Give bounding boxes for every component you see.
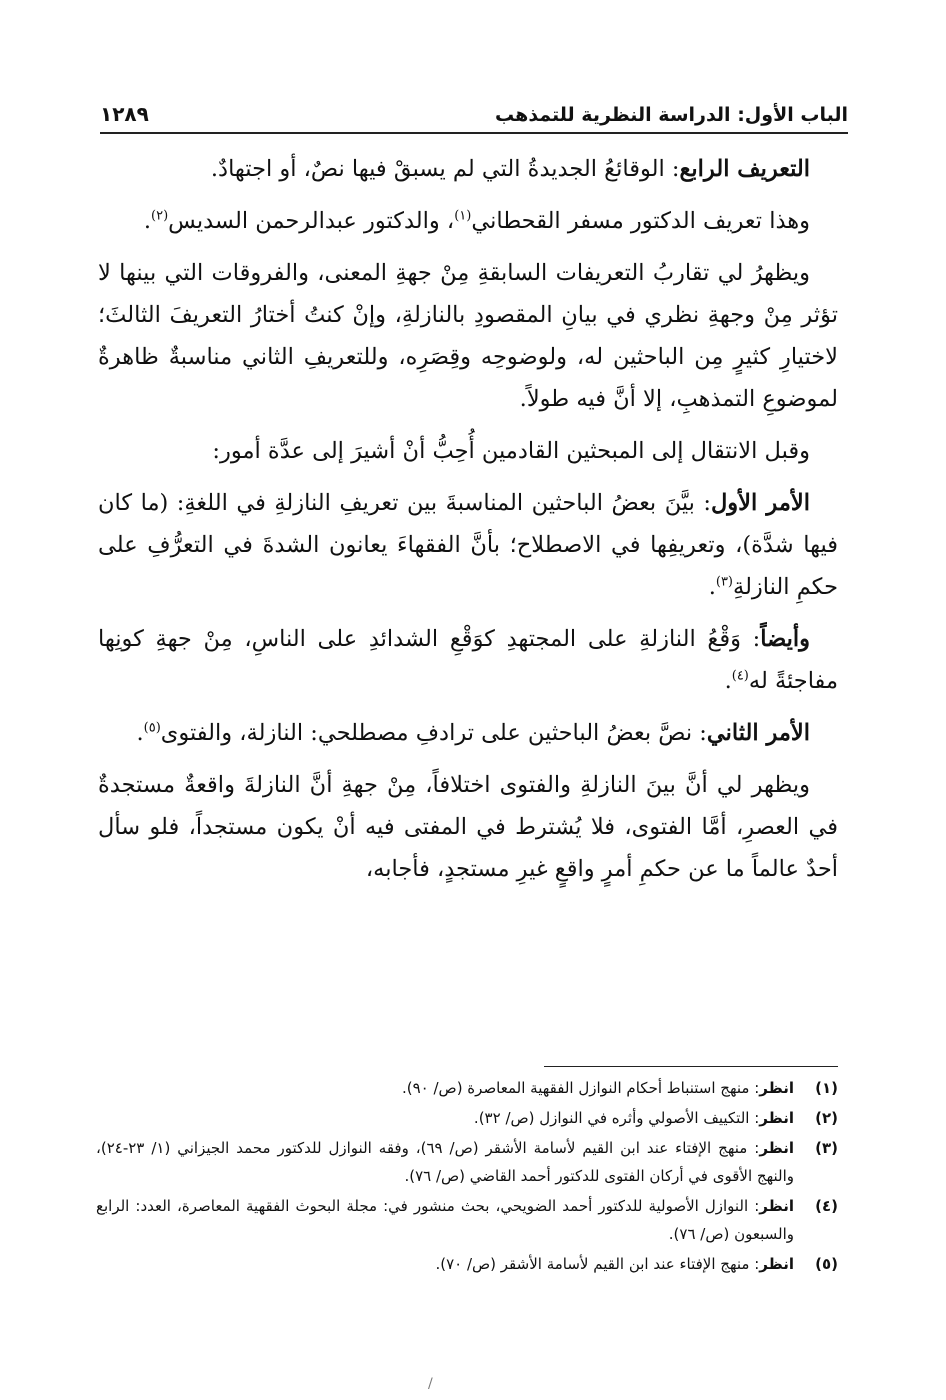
paragraph-first-matter bbox=[98, 482, 838, 608]
footnote-5 bbox=[96, 1250, 838, 1278]
footnote-number: (٢) bbox=[815, 1109, 838, 1127]
footnote-ref-2[interactable]: (٢) bbox=[151, 208, 169, 224]
scan-mark: / bbox=[428, 1376, 433, 1392]
paragraph-difference: ويظهر لي أنَّ بينَ النازلةِ والفتوى اختلافاً، مِنْ جهةِ أنَّ النازلةَ واقعةٌ مستجدةٌ في العصرِ، أمَّا الفتوى، فلا يُشترط في المفتى فيه أنْ يكون مستجداً، فلو سأل أحدٌ عالماً ما عن حكمِ أمرٍ واقعٍ غيرِ مستجدٍ، فأجابه، bbox=[98, 772, 838, 882]
paragraph-attribution bbox=[98, 200, 838, 242]
paragraph-second-matter bbox=[98, 712, 838, 754]
footnotes bbox=[96, 1074, 838, 1280]
footnote-ref-3[interactable]: (٣) bbox=[715, 574, 733, 590]
footnote-ref-1[interactable]: (١) bbox=[454, 208, 472, 224]
footnote-label: انظر bbox=[759, 1109, 794, 1127]
footnote-label: انظر bbox=[759, 1139, 795, 1157]
footnote-number: (٥) bbox=[815, 1255, 838, 1273]
footnote-text bbox=[96, 1104, 794, 1132]
first-matter-end: . bbox=[708, 574, 716, 600]
footnote-1 bbox=[96, 1074, 838, 1102]
also-label: وأيضاً bbox=[760, 626, 810, 652]
footnote-body: : منهج الإفتاء عند ابن القيم لأسامة الأشقر (ص/ ٧٠). bbox=[435, 1255, 760, 1273]
footnote-ref-4[interactable]: (٤) bbox=[731, 668, 749, 684]
second-matter-text: : نصَّ بعضُ الباحثين على ترادفِ مصطلحي: النازلة، والفتوى bbox=[160, 720, 707, 746]
main-text bbox=[98, 148, 838, 900]
paragraph-comparison: ويظهرُ لي تقاربُ التعريفات السابقةِ مِنْ جهةِ المعنى، والفروقات التي بينها لا تؤثر مِنْ وجهةِ نظري في بيانِ المقصودِ بالنازلةِ، وإنْ كنتُ أختارُ التعريفَ الثالثَ؛ لاختيارِ كثيرٍ مِن الباحثين له، ولوضوحِه وقِصَرِه، وللتعريفِ الثاني مناسبةٌ ظاهرةٌ لموضوعِ التمذهبِ، إلا أنَّ فيه طولاً. bbox=[98, 260, 838, 412]
footnote-2 bbox=[96, 1104, 838, 1132]
page-number: ١٢٨٩ bbox=[100, 102, 149, 126]
chapter-title: الباب الأول: الدراسة النظرية للتمذهب bbox=[495, 104, 848, 126]
definition-text: : الوقائعُ الجديدةُ التي لم يسبقْ فيها نصٌ، أو اجتهادٌ. bbox=[210, 156, 680, 182]
first-matter-label: الأمر الأول bbox=[710, 490, 810, 516]
footnote-4 bbox=[96, 1192, 838, 1248]
footnote-body: : منهج الإفتاء عند ابن القيم لأسامة الأشقر (ص/ ٦٩)، وفقه النوازل للدكتور محمد الجيزاني (١/ ٢٣-٢٤)، والنهج الأقوى في أركان الفتوى للدكتور أحمد القاضي (ص/ ٧٦). bbox=[96, 1139, 794, 1185]
paragraph-definition-4 bbox=[98, 148, 838, 190]
paragraph-transition: وقبل الانتقال إلى المبحثين القادمين أُحِبُّ أنْ أشيرَ إلى عدَّة أمور: bbox=[212, 438, 810, 464]
definition-label: التعريف الرابع bbox=[679, 156, 810, 182]
attribution-end: . bbox=[143, 208, 152, 234]
paragraph-also bbox=[98, 618, 838, 702]
running-header bbox=[100, 96, 848, 134]
also-end: . bbox=[724, 668, 732, 694]
second-matter-end: . bbox=[136, 720, 144, 746]
footnote-body: : النوازل الأصولية للدكتور أحمد الضويحي، بحث منشور في: مجلة البحوث الفقهية المعاصرة، العدد: الرابع والسبعون (ص/ ٧٦). bbox=[96, 1197, 794, 1243]
footnote-body: : التكييف الأصولي وأثره في النوازل (ص/ ٣٢). bbox=[473, 1109, 760, 1127]
footnote-text bbox=[96, 1074, 794, 1102]
footnote-text bbox=[96, 1134, 794, 1190]
attribution-text-2: ، والدكتور عبدالرحمن السديس bbox=[168, 208, 455, 234]
footnote-text bbox=[96, 1192, 794, 1248]
footnote-text bbox=[96, 1250, 794, 1278]
footnote-3 bbox=[96, 1134, 838, 1190]
footnote-number: (٣) bbox=[815, 1139, 838, 1157]
footnote-number: (٤) bbox=[815, 1197, 838, 1215]
attribution-text: وهذا تعريف الدكتور مسفر القحطاني bbox=[471, 208, 810, 234]
footnote-label: انظر bbox=[759, 1197, 794, 1215]
footnote-number: (١) bbox=[815, 1079, 838, 1097]
footnote-label: انظر bbox=[759, 1079, 794, 1097]
also-text: : وَقْعُ النازلةِ على المجتهدِ كوَقْعِ الشدائدِ على الناسِ، مِنْ جهةِ كونِها مفاجئةً له bbox=[98, 626, 838, 694]
footnote-ref-5[interactable]: (٥) bbox=[143, 720, 161, 736]
first-matter-text: : بيَّنَ بعضُ الباحثين المناسبةَ بين تعريفِ النازلةِ في اللغةِ: (ما كان فيها شدَّة)، وتعريفِها في الاصطلاح؛ بأنَّ الفقهاءَ يعانون الشدةَ في التعرُّفِ على حكمِ النازلةِ bbox=[98, 490, 838, 600]
second-matter-label: الأمر الثاني bbox=[706, 720, 810, 746]
footnote-separator bbox=[544, 1066, 838, 1067]
footnote-label: انظر bbox=[759, 1255, 794, 1273]
footnote-body: : منهج استنباط أحكام النوازل الفقهية المعاصرة (ص/ ٩٠). bbox=[401, 1079, 760, 1097]
